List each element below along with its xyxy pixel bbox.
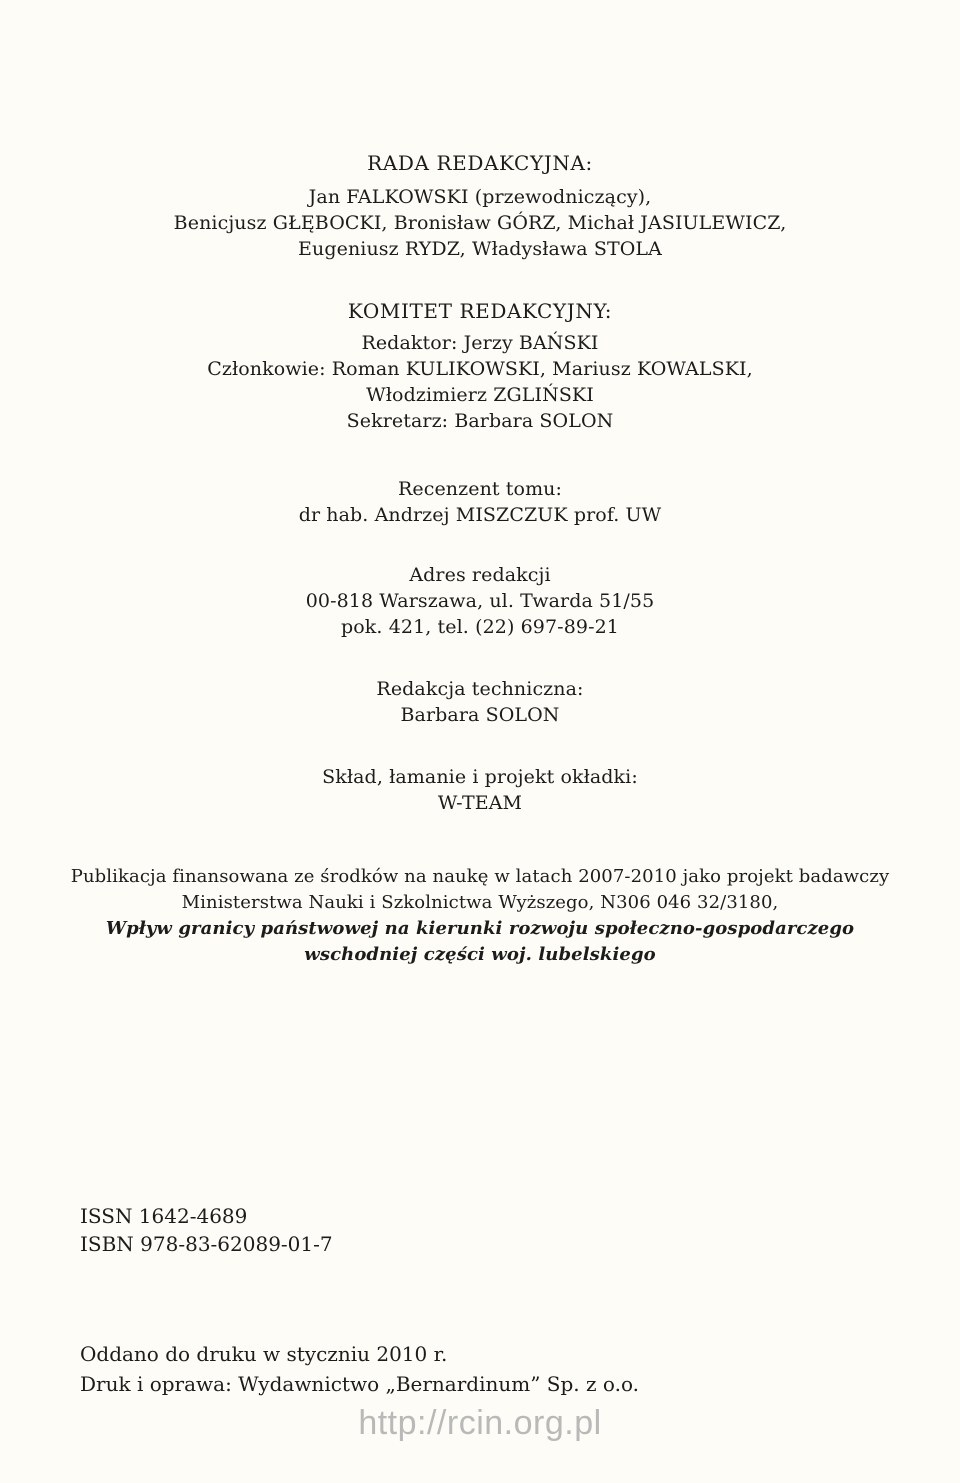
druk-i-oprawa: Druk i oprawa: Wydawnictwo „Bernardinum” Sp. z o.o. [80, 1372, 640, 1396]
rada-section [0, 150, 960, 262]
sklad-label: Skład, łamanie i projekt okładki: [322, 766, 638, 788]
komitet-heading: KOMITET REDAKCYJNY: [347, 299, 613, 323]
komitet-line: Sekretarz: Barbara SOLON [346, 410, 614, 432]
redakcja-techniczna-label: Redakcja techniczna: [376, 678, 584, 700]
publikacja-line: Ministerstwa Nauki i Szkolnictwa Wyższego, N306 046 32/3180, [181, 892, 779, 913]
sklad-name: W-TEAM [437, 792, 523, 814]
rada-line: Jan FALKOWSKI (przewodniczący), [308, 186, 652, 208]
sklad-section [0, 764, 960, 816]
komitet-line: Redaktor: Jerzy BAŃSKI [361, 332, 599, 354]
adres-section [0, 562, 960, 640]
oddano-do-druku: Oddano do druku w styczniu 2010 r. [80, 1342, 448, 1366]
komitet-line: Włodzimierz ZGLIŃSKI [366, 384, 594, 406]
isbn: ISBN 978-83-62089-01-7 [80, 1232, 333, 1256]
adres-line: pok. 421, tel. (22) 697-89-21 [341, 616, 619, 638]
recenzent-label: Recenzent tomu: [397, 478, 563, 500]
identifiers-section [80, 1202, 333, 1258]
rada-line: Eugeniusz RYDZ, Władysława STOLA [298, 238, 662, 260]
recenzent-section [0, 476, 960, 528]
rada-line: Benicjusz GŁĘBOCKI, Bronisław GÓRZ, Michał JASIULEWICZ, [173, 212, 787, 234]
watermark-url: http://rcin.org.pl [358, 1404, 602, 1442]
publikacja-line: Publikacja finansowana ze środków na naukę w latach 2007-2010 jako projekt badawczy [70, 866, 890, 887]
publikacja-title-line: Wpływ granicy państwowej na kierunki rozwoju społeczno-gospodarczego [105, 918, 855, 939]
redakcja-techniczna-section [0, 676, 960, 728]
druk-section [80, 1340, 639, 1398]
adres-line: 00-818 Warszawa, ul. Twarda 51/55 [305, 590, 655, 612]
komitet-line: Członkowie: Roman KULIKOWSKI, Mariusz KOWALSKI, [207, 358, 753, 380]
rada-heading: RADA REDAKCYJNA: [367, 151, 593, 175]
komitet-section [0, 298, 960, 434]
publikacja-title-line: wschodniej części woj. lubelskiego [304, 944, 656, 965]
recenzent-name: dr hab. Andrzej MISZCZUK prof. UW [298, 504, 662, 526]
issn: ISSN 1642-4689 [80, 1204, 248, 1228]
publikacja-section [0, 864, 960, 968]
redakcja-techniczna-name: Barbara SOLON [400, 704, 560, 726]
adres-label: Adres redakcji [409, 564, 551, 586]
